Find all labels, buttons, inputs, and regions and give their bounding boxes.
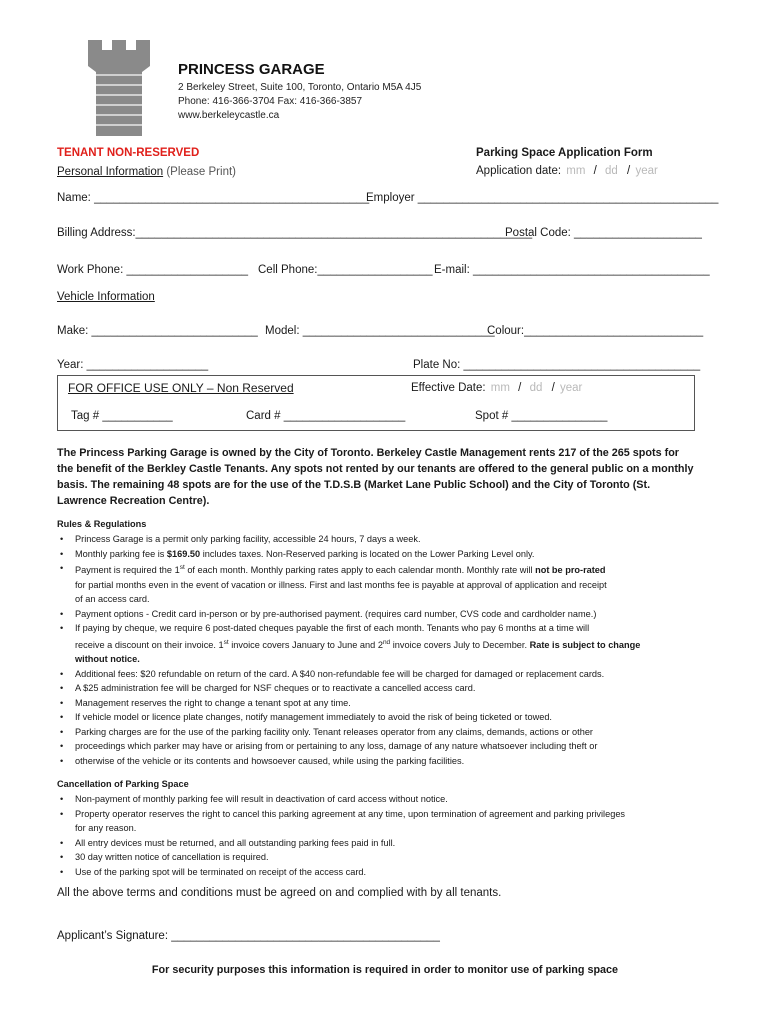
list-item: • All entry devices must be returned, and all outstanding parking fees paid in full. bbox=[57, 836, 717, 851]
billing-address-field[interactable]: Billing Address:______________________________________________________________ bbox=[57, 227, 533, 239]
date-separator: / bbox=[518, 382, 522, 394]
list-item: • Non-payment of monthly parking fee will result in deactivation of card access without notice. bbox=[57, 792, 717, 807]
list-item: • Payment is required the 1st of each month. Monthly parking rates apply to each calendar month. Monthly rate will not be pro-rated bbox=[57, 561, 717, 578]
list-item: • Additional fees: $20 refundable on return of the card. A $40 non-refundable fee will be charged for damaged or replacement cards. bbox=[57, 667, 717, 682]
application-date-year[interactable]: year bbox=[635, 165, 658, 177]
list-item: • If paying by cheque, we require 6 post-dated cheques payable the first of each month. Tenants who pay 6 months at a time will bbox=[57, 621, 717, 636]
postal-code-field[interactable]: Postal Code: ____________________ bbox=[505, 227, 702, 239]
cancellation-list bbox=[57, 792, 717, 879]
list-item: • Parking charges are for the use of the parking facility only. Tenant releases operator from any claims, demands, actions or other bbox=[57, 725, 717, 740]
intro-paragraph: The Princess Parking Garage is owned by the City of Toronto. Berkeley Castle Management rents 217 of the 265 spots for the benefit of the Berkley Castle Tenants. Any spots not rented by our tenants are offered to the general public on a monthly basis. The remaining 48 spots are for the use of the T.D.S.B (Market Lane Public School) and the City of Toronto (St. Lawrence Recreation Centre). bbox=[57, 447, 694, 507]
spot-field[interactable]: Spot # _______________ bbox=[475, 410, 608, 422]
vehicle-info-heading: Vehicle Information bbox=[57, 291, 155, 303]
list-item: • Payment options - Credit card in-person or by pre-authorised payment. (requires card number, CVS code and cardholder name.) bbox=[57, 607, 717, 622]
cell-phone-field[interactable]: Cell Phone:__________________ bbox=[258, 264, 433, 276]
colour-field[interactable]: Colour:____________________________ bbox=[487, 325, 704, 337]
date-separator: / bbox=[593, 165, 597, 177]
work-phone-field[interactable]: Work Phone: ___________________ bbox=[57, 264, 248, 276]
name-field[interactable]: Name: ___________________________________________ bbox=[57, 192, 370, 204]
signature-field[interactable]: Applicant’s Signature: __________________________________________ bbox=[57, 930, 440, 942]
security-note: For security purposes this information is required in order to monitor use of parking space bbox=[151, 964, 619, 976]
tag-field[interactable]: Tag # ___________ bbox=[71, 410, 173, 422]
list-item: of an access card. bbox=[75, 594, 150, 605]
plate-field[interactable]: Plate No: _____________________________________ bbox=[413, 359, 701, 371]
list-item: • Management reserves the right to change a tenant spot at any time. bbox=[57, 696, 717, 711]
effective-date-label: Effective Date: bbox=[411, 382, 486, 394]
effective-date bbox=[411, 382, 582, 394]
year-field[interactable]: Year: ___________________ bbox=[57, 359, 209, 371]
castle-logo bbox=[88, 40, 150, 136]
list-item: • 30 day written notice of cancellation is required. bbox=[57, 850, 717, 865]
rules-list bbox=[57, 532, 717, 768]
list-item: • otherwise of the vehicle or its contents and howsoever caused, while using the parking facilities. bbox=[57, 754, 717, 769]
email-field[interactable]: E-mail: _____________________________________ bbox=[434, 264, 710, 276]
application-date-mm[interactable]: mm bbox=[566, 165, 586, 177]
effective-date-mm[interactable]: mm bbox=[490, 382, 510, 394]
application-date-dd[interactable]: dd bbox=[605, 165, 618, 177]
list-item: • Property operator reserves the right to cancel this parking agreement at any time, upon termination of agreement and parking privileges bbox=[57, 807, 717, 822]
card-field[interactable]: Card # ___________________ bbox=[246, 410, 406, 422]
list-item: • Princess Garage is a permit only parking facility, accessible 24 hours, 7 days a week. bbox=[57, 532, 717, 547]
list-item: without notice. bbox=[75, 654, 140, 665]
list-item: • proceedings which parker may have or arising from or pertaining to any loss, damage of any nature whatsoever including theft or bbox=[57, 739, 717, 754]
list-item: receive a discount on their invoice. 1st invoice covers January to June and 2nd invoice covers July to December. Rate is subject to change bbox=[75, 638, 641, 650]
company-phone-fax: Phone: 416-366-3704 Fax: 416-366-3857 bbox=[178, 96, 363, 107]
form-title: Parking Space Application Form bbox=[476, 147, 653, 159]
office-use-heading: FOR OFFICE USE ONLY – Non Reserved bbox=[68, 381, 294, 395]
cancellation-heading: Cancellation of Parking Space bbox=[57, 779, 189, 789]
list-item: • If vehicle model or licence plate changes, notify management immediately to avoid the risk of being ticketed or towed. bbox=[57, 710, 717, 725]
please-print-note: (Please Print) bbox=[166, 166, 236, 178]
company-website: www.berkeleycastle.ca bbox=[178, 110, 280, 121]
effective-date-year[interactable]: year bbox=[559, 382, 583, 394]
list-item: • A $25 administration fee will be charged for NSF cheques or to reactivate a cancelled access card. bbox=[57, 681, 717, 696]
list-item: for any reason. bbox=[75, 823, 137, 833]
list-item: for partial months even in the event of vacation or illness. First and last months fee is payable at approval of application and receipt bbox=[75, 579, 607, 590]
list-item: • Use of the parking spot will be terminated on receipt of the access card. bbox=[57, 865, 717, 880]
date-separator: / bbox=[627, 165, 631, 177]
application-date bbox=[476, 165, 658, 177]
rules-heading: Rules & Regulations bbox=[57, 519, 147, 529]
company-address: 2 Berkeley Street, Suite 100, Toronto, Ontario M5A 4J5 bbox=[178, 82, 422, 93]
employer-field[interactable]: Employer _______________________________________________ bbox=[366, 192, 719, 204]
personal-info-heading bbox=[57, 166, 236, 178]
effective-date-dd[interactable]: dd bbox=[529, 382, 543, 394]
agreement-text: All the above terms and conditions must be agreed on and complied with by all tenants. bbox=[57, 887, 502, 899]
make-field[interactable]: Make: __________________________ bbox=[57, 325, 258, 337]
tenant-type-label: TENANT NON-RESERVED bbox=[57, 147, 200, 159]
personal-info-label: Personal Information bbox=[57, 166, 164, 178]
date-separator: / bbox=[551, 382, 555, 394]
company-title: PRINCESS GARAGE bbox=[178, 61, 325, 78]
model-field[interactable]: Model: ______________________________ bbox=[265, 325, 495, 337]
application-date-label: Application date: bbox=[476, 165, 562, 177]
list-item: • Monthly parking fee is $169.50 includes taxes. Non-Reserved parking is located on the Lower Parking Level only. bbox=[57, 547, 717, 562]
